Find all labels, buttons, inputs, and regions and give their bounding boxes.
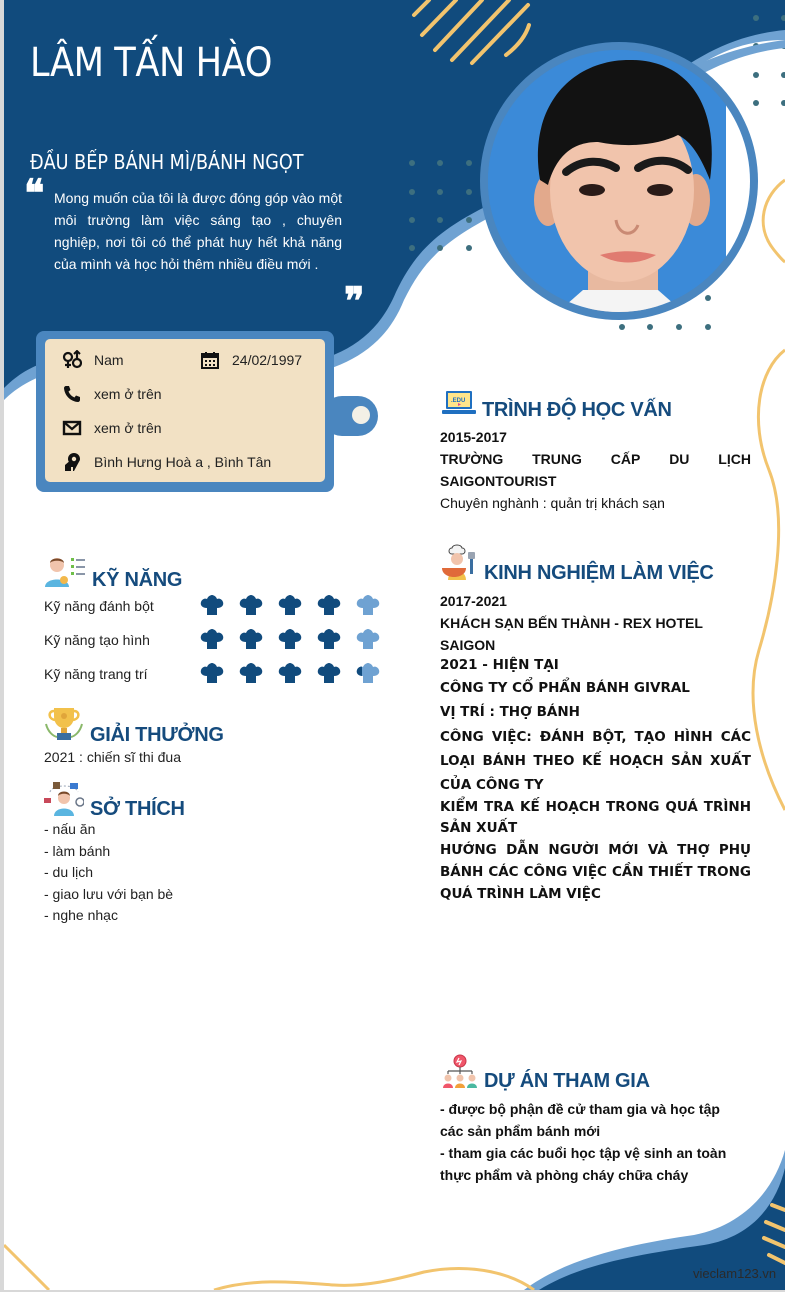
- job-duty: KIỂM TRA KẾ HOẠCH TRONG QUÁ TRÌNH SẢN XUẤT: [440, 799, 751, 836]
- experience-job-1: [440, 590, 751, 656]
- contact-email: [62, 418, 162, 438]
- education-title: TRÌNH ĐỘ HỌC VẤN: [482, 399, 672, 421]
- team-idea-icon: [442, 1054, 478, 1093]
- project-item: - tham gia các buổi học tập vệ sinh an toàn thực phẩm và phòng cháy chữa cháy: [440, 1145, 727, 1183]
- skill-rating: [200, 663, 380, 683]
- job-position: VỊ TRÍ : THỢ BÁNH: [440, 704, 580, 720]
- quote-close-icon: ❞: [344, 278, 365, 323]
- phone-value: xem ở trên: [94, 386, 162, 402]
- chef-hat-icon: [239, 663, 263, 683]
- chef-hat-icon-empty: [356, 595, 380, 615]
- hobby-item: - giao lưu với bạn bè: [44, 885, 174, 902]
- job-duty: CÔNG VIỆC: ĐÁNH BỘT, TẠO HÌNH CÁC LOẠI BÁNH THEO KẾ HOẠCH SẢN XUẤT CỦA CÔNG TY: [440, 729, 751, 793]
- avatar: [488, 50, 750, 312]
- chef-hat-icon: [200, 663, 224, 683]
- email-value: xem ở trên: [94, 420, 162, 436]
- hobbies-list: [44, 819, 173, 927]
- education-major: Chuyên nghành : quản trị khách sạn: [440, 495, 665, 511]
- experience-heading: [440, 544, 714, 585]
- birthday-value: 24/02/1997: [232, 352, 303, 368]
- job-period: 2017-2021: [440, 593, 507, 609]
- awards-title: GIẢI THƯỞNG: [90, 724, 224, 746]
- contact-birthday: [200, 350, 302, 370]
- hobbies-title: SỞ THÍCH: [90, 798, 185, 820]
- hobby-item: - nấu ăn: [44, 821, 96, 837]
- skills-title: KỸ NĂNG: [92, 569, 183, 591]
- skill-label: Kỹ năng tạo hình: [44, 632, 150, 648]
- address-value: Bình Hưng Hoà a , Bình Tân: [94, 454, 272, 470]
- contact-gender: [62, 350, 124, 370]
- gender-value: Nam: [94, 352, 124, 368]
- hobbies-person-icon: [44, 780, 84, 821]
- skill-rating: [200, 629, 380, 649]
- chef-hat-icon: [239, 595, 263, 615]
- job-company: CÔNG TY CỔ PHẨN BÁNH GIVRAL: [440, 680, 690, 696]
- resume-page: [4, 0, 785, 1290]
- job-period: 2021 - HIỆN TẠI: [440, 657, 559, 673]
- award-item: 2021 : chiến sĩ thi đua: [44, 749, 181, 765]
- projects-heading: [442, 1054, 650, 1093]
- phone-icon: [62, 384, 82, 404]
- chef-hat-icon: [278, 595, 302, 615]
- education-heading: [442, 389, 672, 422]
- card-hole: [352, 406, 370, 424]
- hobby-item: - du lịch: [44, 864, 94, 880]
- education-school-line1: TRƯỜNG TRUNG CẤP DU LỊCH: [440, 451, 751, 467]
- experience-job-2: [440, 654, 751, 905]
- education-period: 2015-2017: [440, 429, 507, 445]
- job-company: KHÁCH SẠN BẾN THÀNH - REX HOTEL SAIGON: [440, 615, 703, 653]
- chef-hat-icon: [200, 629, 224, 649]
- job-title: ĐẦU BẾP BÁNH MÌ/BÁNH NGỌT: [30, 150, 304, 174]
- contact-phone: [62, 384, 162, 404]
- svg-text:.EDU: .EDU: [451, 398, 466, 404]
- chef-hat-icon: [239, 629, 263, 649]
- skill-rating: [200, 595, 380, 615]
- skills-heading: [44, 555, 182, 592]
- job-duty: HƯỚNG DẪN NGƯỜI MỚI VÀ THỢ PHỤ BÁNH CÁC CÔNG VIỆC CẦN THIẾT TRONG QUÁ TRÌNH LÀM VIỆC: [440, 842, 751, 902]
- skill-label: Kỹ năng trang trí: [44, 666, 148, 682]
- mail-icon: [62, 418, 82, 438]
- project-item: - được bộ phận đề cử tham gia và học tập các sản phẩm bánh mới: [440, 1101, 720, 1139]
- gender-icon: [62, 350, 82, 370]
- skills-person-icon: [44, 555, 86, 592]
- chef-cooking-icon: [440, 544, 478, 585]
- chef-hat-icon: [317, 663, 341, 683]
- chef-hat-icon: [278, 629, 302, 649]
- education-block: [440, 426, 751, 514]
- hobby-item: - làm bánh: [44, 842, 111, 859]
- quote-open-icon: ❝: [24, 170, 45, 215]
- experience-title: KINH NGHIỆM LÀM VIỆC: [484, 562, 714, 584]
- hobbies-heading: [44, 780, 185, 821]
- chef-hat-icon: [317, 629, 341, 649]
- calendar-icon: [200, 350, 220, 370]
- contact-address: [62, 452, 271, 472]
- education-school-line2: SAIGONTOURIST: [440, 473, 557, 489]
- chef-hat-icon: [317, 595, 341, 615]
- projects-list: [440, 1098, 740, 1186]
- skill-label: Kỹ năng đánh bột: [44, 598, 154, 614]
- career-objective: Mong muốn của tôi là được đóng góp vào một môi trường làm việc sáng tạo , chuyên nghiệp, nơi tôi có thể phát huy hết khả năng của mình và học hỏi thêm nhiều điều mới .: [54, 190, 342, 272]
- chef-hat-icon-empty: [356, 629, 380, 649]
- awards-heading: [44, 706, 224, 747]
- chef-hat-icon-partial: [356, 663, 380, 683]
- trophy-icon: [44, 706, 84, 747]
- watermark: vieclam123.vn: [693, 1266, 777, 1281]
- laptop-edu-icon: [442, 389, 476, 422]
- candidate-name: LÂM TẤN HÀO: [30, 40, 272, 86]
- chef-hat-icon: [278, 663, 302, 683]
- projects-title: DỰ ÁN THAM GIA: [484, 1070, 650, 1092]
- chef-hat-icon: [200, 595, 224, 615]
- hobby-item: - nghe nhạc: [44, 907, 118, 923]
- portrait-image: [488, 50, 750, 312]
- avatar-frame: [480, 42, 758, 320]
- home-location-icon: [62, 452, 82, 472]
